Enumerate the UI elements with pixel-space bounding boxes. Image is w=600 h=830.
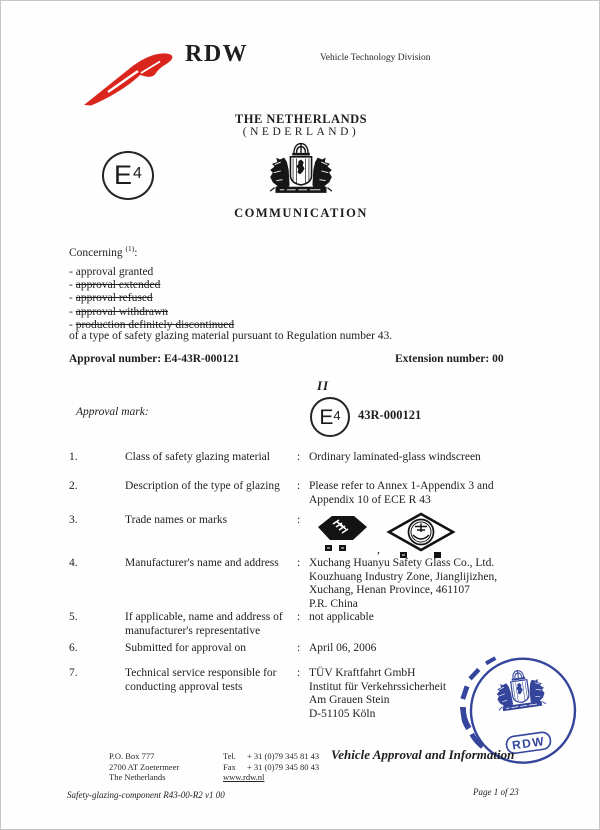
- approval-number: Approval number: E4-43R-000121: [69, 353, 240, 365]
- item-number: 3.: [69, 514, 78, 526]
- roman-numeral: II: [317, 378, 330, 393]
- country-native-name: (NEDERLAND): [242, 126, 360, 138]
- item-value: : Please refer to Annex 1-Appendix 3 and Appendix 10 of ECE R 43: [297, 480, 494, 506]
- item-label: Trade names or marks: [125, 514, 228, 526]
- item-row-5: [69, 611, 549, 638]
- colon: :: [297, 557, 301, 569]
- document-reference: Safety-glazing-component R43-00-R2 v1 00: [67, 790, 225, 800]
- list-item: - approval withdrawn: [69, 305, 169, 318]
- e4-number: 4: [133, 164, 142, 182]
- concerning-footnote-ref: (1): [125, 244, 135, 253]
- tel-number: + 31 (0)79 345 81 43: [247, 751, 320, 761]
- tel-label: Tel.: [223, 751, 236, 761]
- item-number: 7.: [69, 667, 78, 679]
- item-value: : not applicable: [297, 611, 374, 623]
- page-number: Page 1 of 23: [473, 787, 519, 797]
- brand-wordmark: RDW: [185, 41, 249, 67]
- netherlands-coat-of-arms-icon: [257, 140, 345, 200]
- item-label: Manufacturer's name and address: [125, 557, 279, 569]
- item-value: : TÜV Kraftfahrt GmbH Institut für Verkehrssicherheit Am Grauen Stein D-51105 Köln: [297, 667, 447, 720]
- extension-number: Extension number: 00: [395, 353, 504, 365]
- item-row-1: [69, 451, 549, 465]
- footer-department: Vehicle Approval and Information: [331, 747, 515, 762]
- item-label: If applicable, name and address of manufacturer's representative: [125, 611, 283, 637]
- concerning-label: Concerning: [69, 246, 123, 259]
- colon: :: [134, 246, 138, 259]
- concerning-closing-line: of a type of safety glazing material pursuant to Regulation number 43.: [69, 330, 393, 342]
- item-label: Technical service responsible for conducting approval tests: [125, 667, 277, 693]
- approval-mark-code: 43R-000121: [358, 408, 422, 422]
- e4-approval-mark-icon: [310, 397, 350, 437]
- item-value: [297, 514, 549, 558]
- item-row-4: [69, 557, 549, 611]
- item-label: Submitted for approval on: [125, 642, 247, 654]
- concerning-heading: [69, 244, 137, 259]
- separator: ,: [377, 541, 380, 556]
- colon: :: [297, 514, 301, 526]
- item-number: 2.: [69, 480, 78, 492]
- e4-mark-icon: [102, 151, 154, 200]
- stamp-text: RDW: [511, 734, 546, 753]
- website-link[interactable]: www.rdw.nl: [223, 772, 265, 782]
- item-number: 5.: [69, 611, 78, 623]
- item-number: 6.: [69, 642, 78, 654]
- document-title: COMMUNICATION: [234, 206, 368, 220]
- e4-letter: E: [114, 160, 133, 190]
- item-number: 4.: [69, 557, 78, 569]
- fax-label: Fax: [223, 761, 236, 772]
- colon: :: [297, 667, 301, 679]
- item-value: : Xuchang Huanyu Safety Glass Co., Ltd. Kouzhuang Industry Zone, Jianglijizhen, Xuchang, Henan Province, 461107 P.R. China: [297, 557, 498, 610]
- huanyu-hexagon-trademark-icon: [309, 512, 371, 556]
- e4-number: 4: [333, 407, 341, 423]
- list-item: - approval refused: [69, 292, 153, 305]
- item-label: Description of the type of glazing: [125, 480, 280, 492]
- huanyu-diamond-trademark-icon: [386, 512, 456, 558]
- colon: :: [297, 480, 301, 492]
- item-number: 1.: [69, 451, 78, 463]
- colon: :: [297, 451, 301, 463]
- rdw-wing-logo-icon: [81, 43, 181, 113]
- list-item: - approval granted: [69, 266, 154, 278]
- list-item: - production definitely discontinued: [69, 318, 235, 331]
- item-label: Class of safety glazing material: [125, 451, 270, 463]
- division-label: Vehicle Technology Division: [320, 53, 431, 63]
- footer-contact: [223, 751, 319, 783]
- concerning-options-list: [69, 266, 234, 332]
- footer-address: P.O. Box 777 2700 AT Zoetermeer The Netherlands: [109, 751, 180, 782]
- e4-letter: E: [319, 405, 334, 429]
- list-item: - approval extended: [69, 279, 161, 292]
- item-row-3: [69, 514, 549, 558]
- fax-number: + 31 (0)79 345 80 43: [247, 761, 320, 772]
- item-row-2: [69, 480, 549, 507]
- trade-mark-logos: [309, 512, 549, 558]
- colon: :: [297, 642, 301, 654]
- colon: :: [297, 611, 301, 623]
- item-value: : April 06, 2006: [297, 642, 377, 654]
- country-name: THE NETHERLANDS: [234, 112, 368, 126]
- approval-mark-label: Approval mark:: [76, 406, 149, 418]
- item-value: : Ordinary laminated-glass windscreen: [297, 451, 481, 463]
- item-row-6: [69, 642, 549, 656]
